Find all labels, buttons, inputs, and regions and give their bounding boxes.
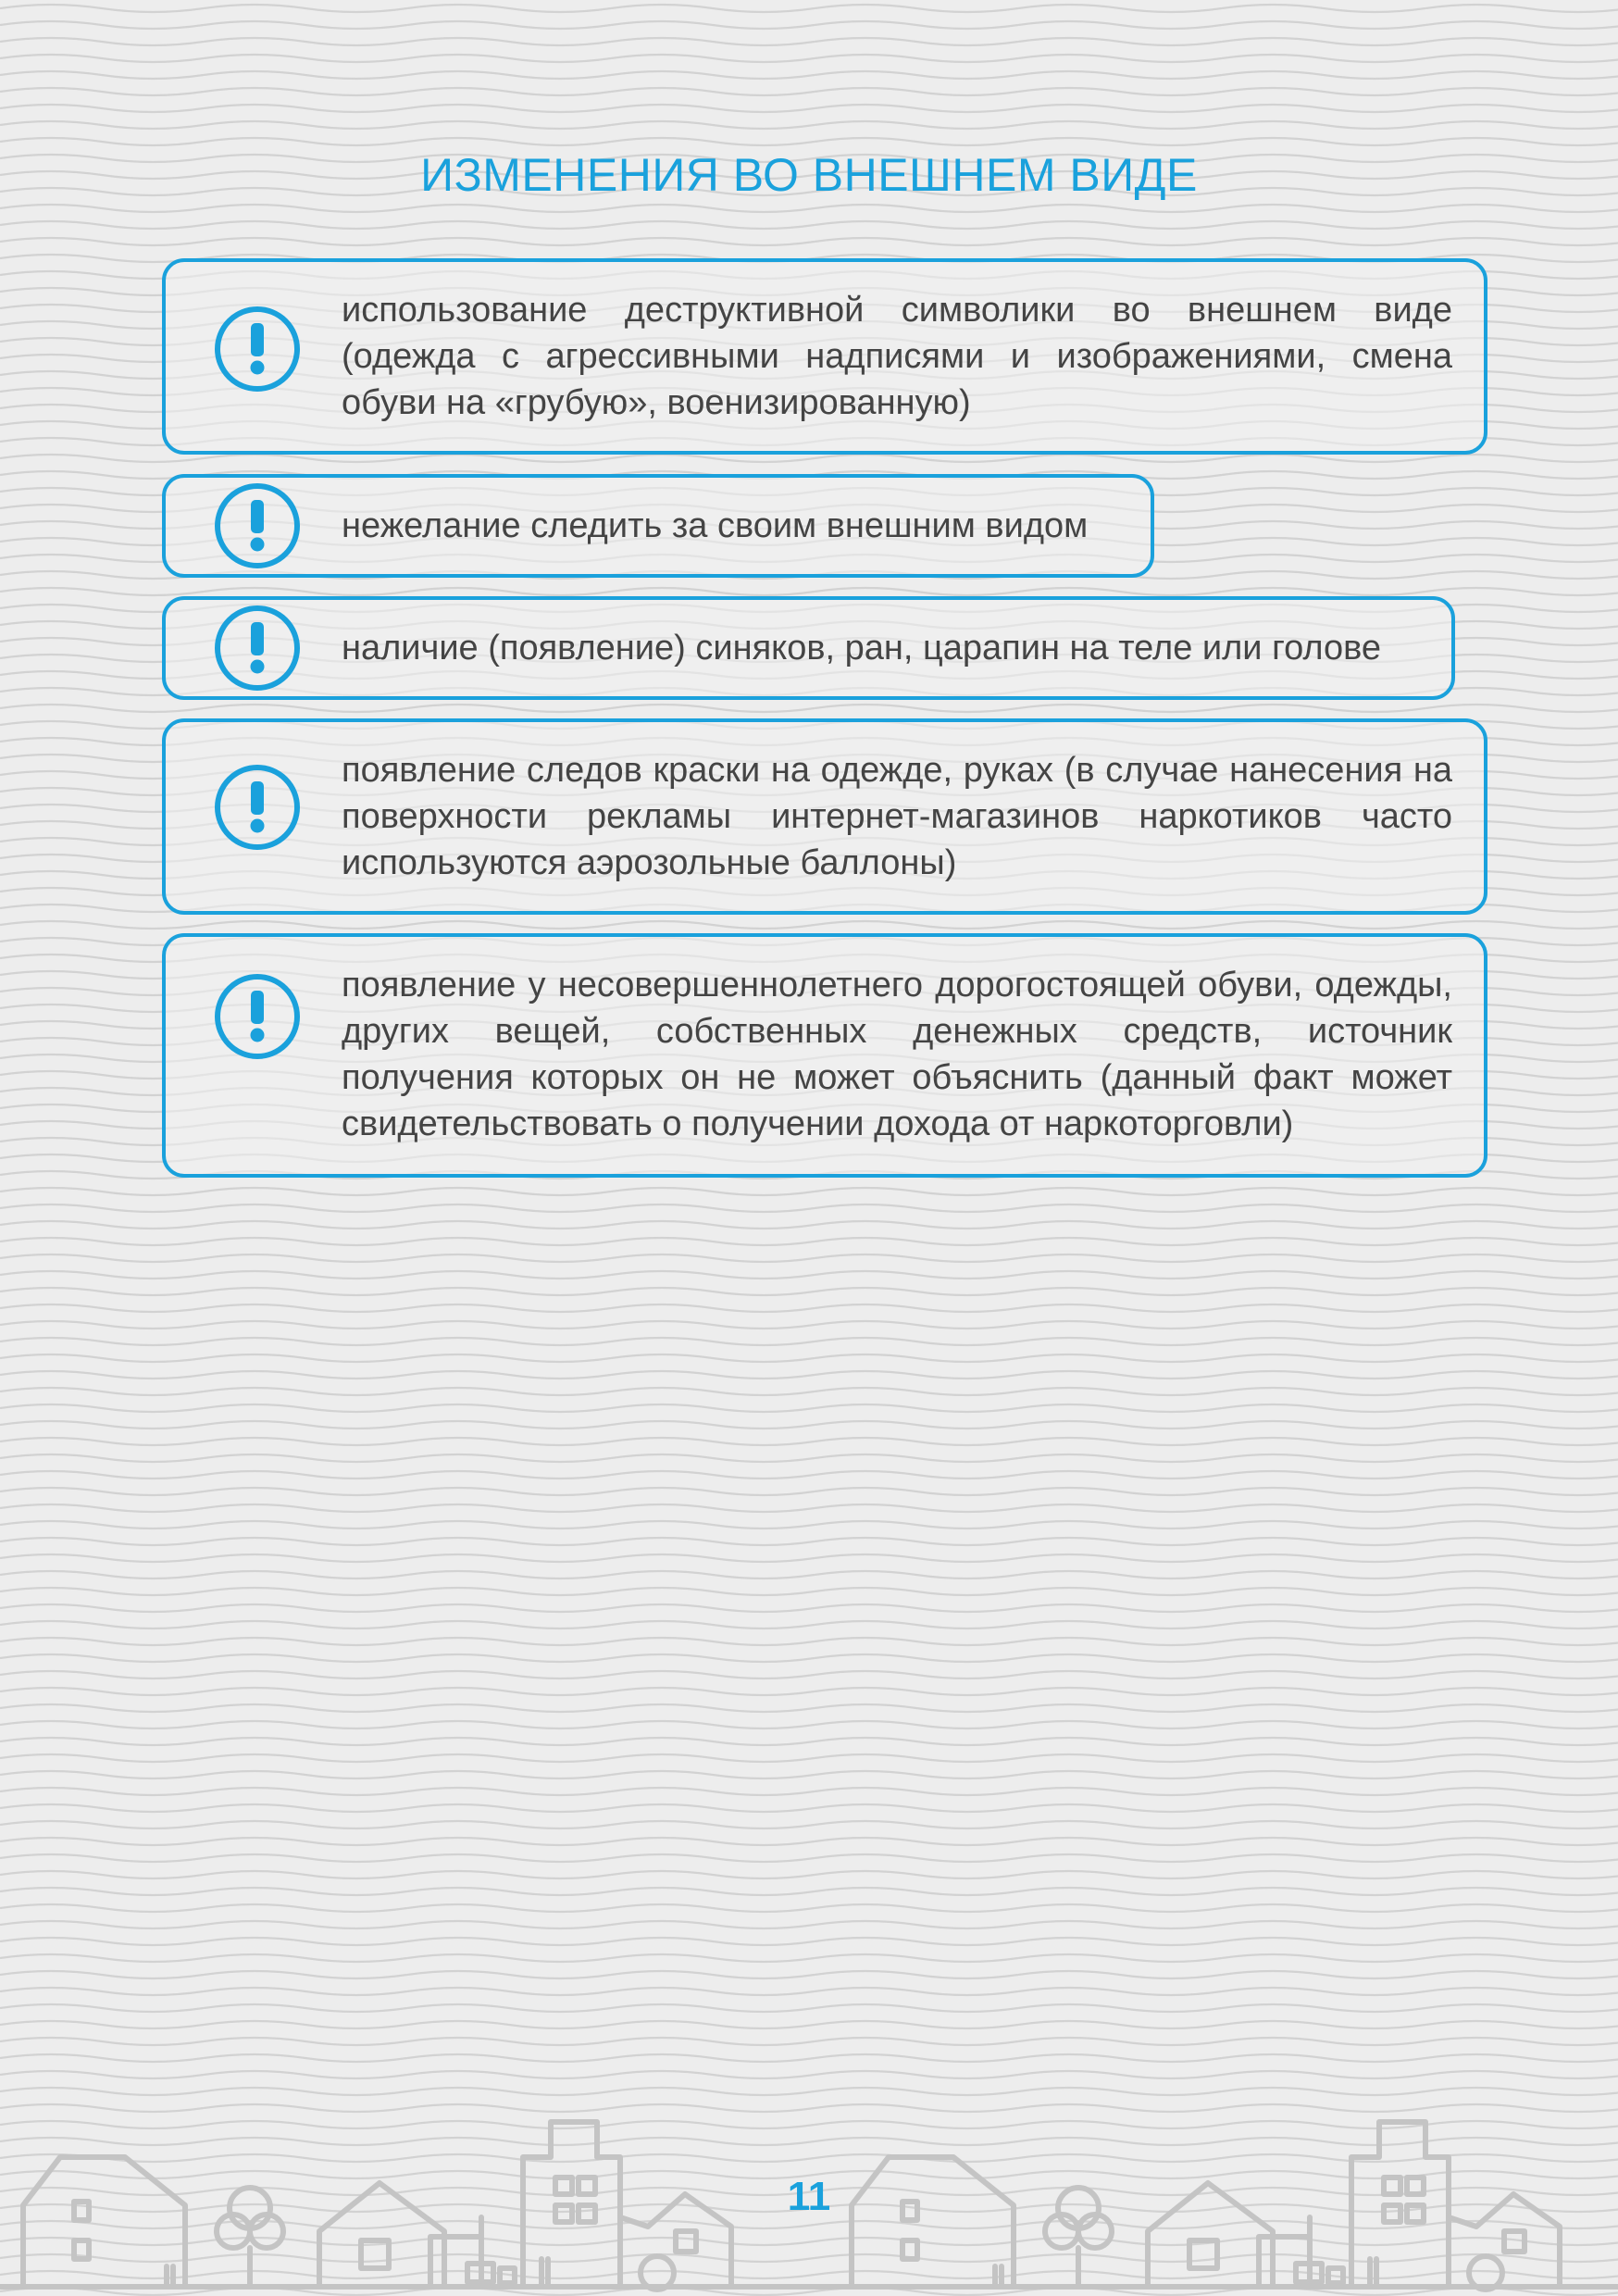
warning-card	[162, 474, 1154, 578]
warning-text: наличие (появление) синяков, ран, царапин на теле или голове	[342, 629, 1382, 668]
warning-text: нежелание следить за своим внешним видом	[342, 506, 1089, 545]
warning-card	[162, 718, 1487, 915]
warning-text: появление следов краски на одежде, руках (в случае нанесения на поверхности рекламы интернет-магазинов наркотиков часто используются аэрозольные баллоны)	[342, 751, 1452, 882]
page-title: ИЗМЕНЕНИЯ ВО ВНЕШНЕМ ВИДЕ	[420, 149, 1198, 201]
exclamation-icon	[215, 306, 300, 392]
page-number: 11	[787, 2174, 831, 2219]
exclamation-icon	[215, 765, 300, 850]
exclamation-icon	[215, 605, 300, 691]
warning-text: использование деструктивной символики во внешнем виде (одежда с агрессивными надписями и изображениями, смена обуви на «грубую», военизированную)	[342, 291, 1452, 422]
exclamation-icon	[215, 483, 300, 568]
warning-text: появление у несовершеннолетнего дорогостоящей обуви, одежды, других вещей, собственных денежных средств, источник получения которых он не может объяснить (данный факт может свидетельствовать о получении дохода от наркоторговли)	[342, 966, 1452, 1143]
warning-card	[162, 258, 1487, 455]
exclamation-icon	[215, 974, 300, 1059]
warning-card	[162, 933, 1487, 1178]
warning-card	[162, 596, 1455, 700]
